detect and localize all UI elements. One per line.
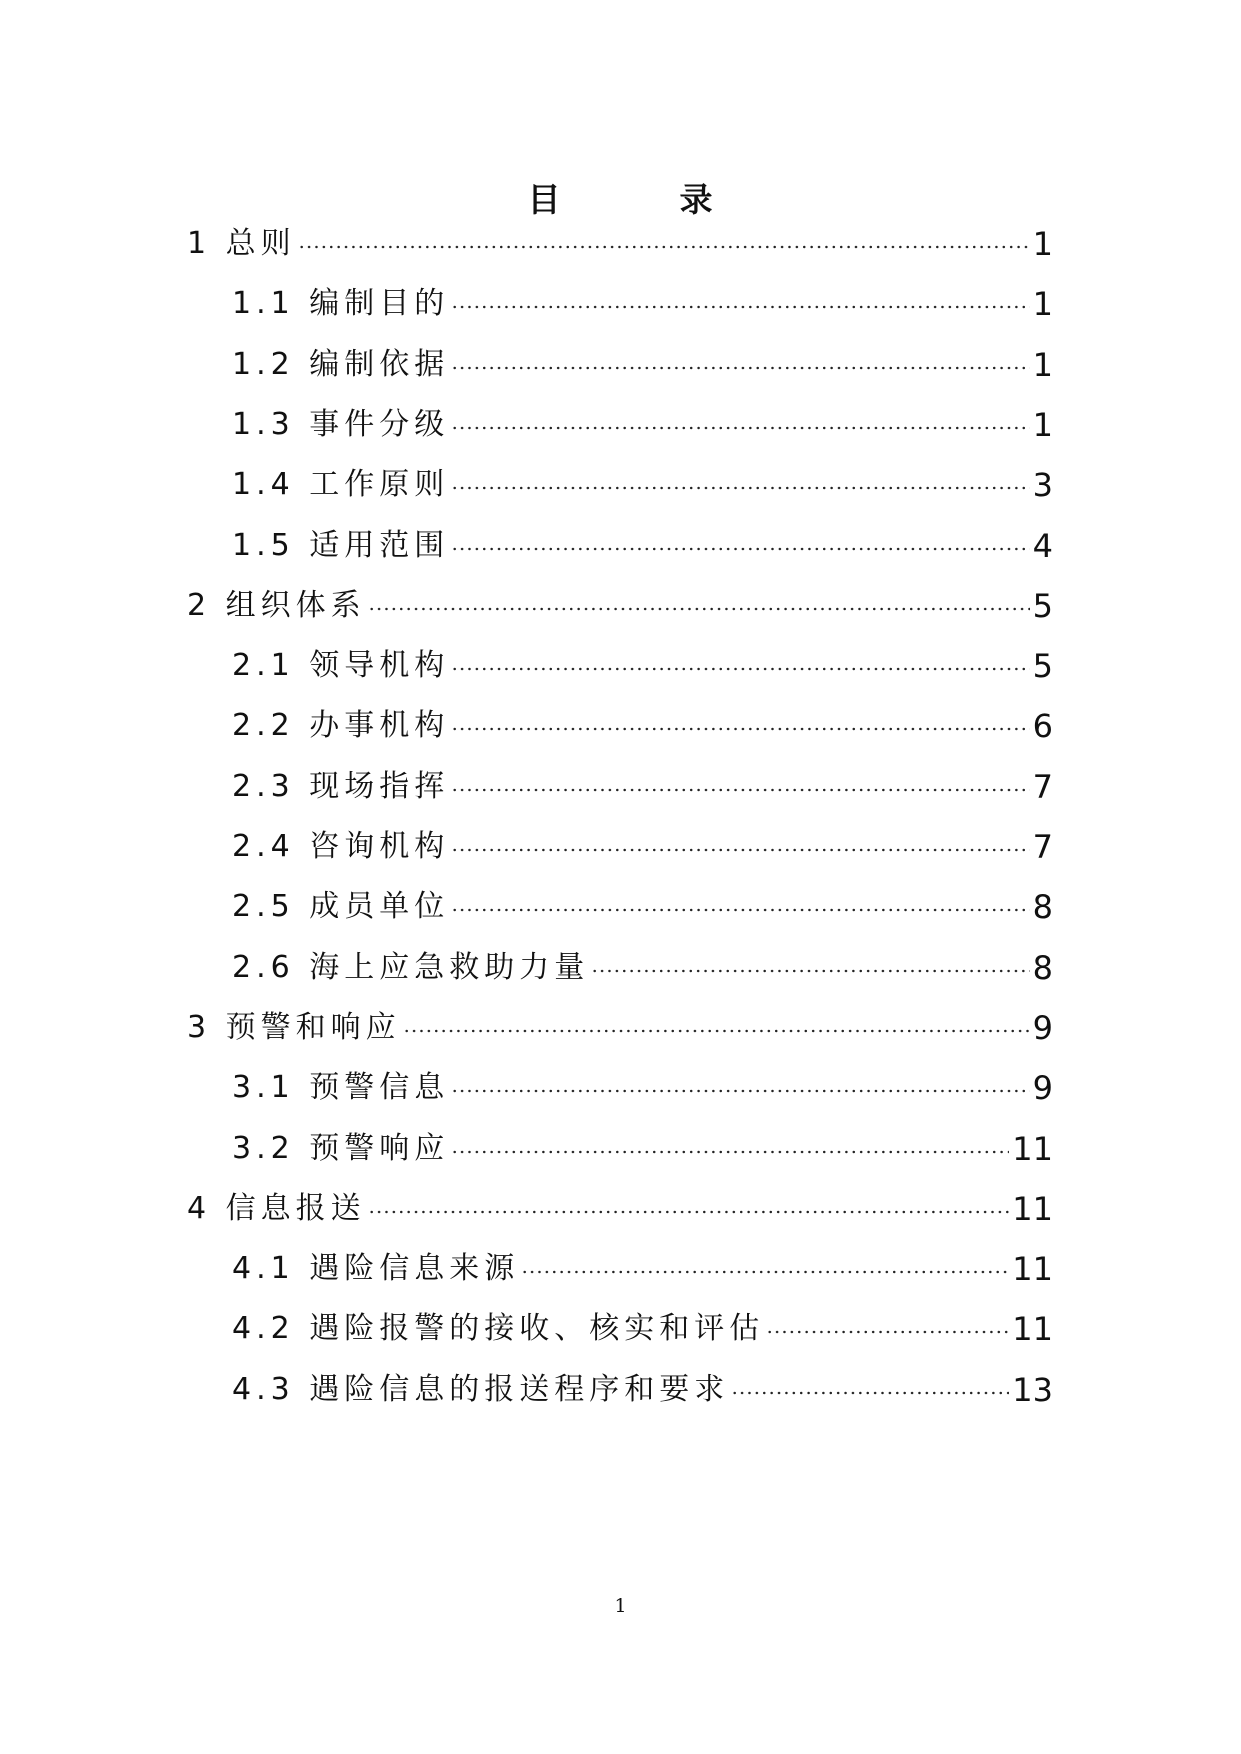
toc-entry[interactable] (232, 644, 1053, 688)
toc-entry-label: 4 信息报送 (187, 1191, 366, 1226)
toc-entry[interactable] (232, 946, 1053, 990)
toc-entry-label: 1.2 编制依据 (232, 347, 450, 382)
toc-entry[interactable] (232, 704, 1053, 748)
toc-entry-page: 8 (1032, 888, 1053, 926)
toc-leader-dots (451, 547, 1029, 551)
toc-entry[interactable] (232, 1368, 1053, 1412)
toc-entry[interactable] (232, 463, 1053, 507)
toc-entry-page: 9 (1032, 1009, 1053, 1047)
toc-entry-label: 1 总则 (187, 226, 296, 261)
toc-entry-page: 11 (1012, 1310, 1053, 1348)
toc-entry-page: 11 (1012, 1190, 1053, 1228)
toc-entry-label: 2 组织体系 (187, 588, 366, 623)
toc-entry-page: 4 (1032, 527, 1053, 565)
toc-entry-page: 8 (1032, 949, 1053, 987)
toc-entry[interactable] (232, 1127, 1053, 1171)
toc-entry-label: 4.3 遇险信息的报送程序和要求 (232, 1372, 730, 1407)
toc-entry[interactable] (232, 1247, 1053, 1291)
toc-entry-page: 11 (1012, 1130, 1053, 1168)
toc-entry-label: 1.3 事件分级 (232, 407, 450, 442)
toc-leader-dots (451, 667, 1029, 671)
toc-leader-dots (451, 366, 1029, 370)
toc-leader-dots (591, 969, 1029, 973)
toc-entry[interactable] (187, 1006, 1053, 1050)
toc-entry-page: 11 (1012, 1250, 1053, 1288)
toc-entry-page: 13 (1012, 1371, 1053, 1409)
toc-entry-label: 4.1 遇险信息来源 (232, 1251, 520, 1286)
toc-leader-dots (451, 426, 1029, 430)
toc-entry-page: 1 (1032, 346, 1053, 384)
toc-leader-dots (403, 1029, 1030, 1033)
toc-entry[interactable] (232, 885, 1053, 929)
toc-leader-dots (451, 1089, 1029, 1093)
toc-entry-label: 2.2 办事机构 (232, 708, 450, 743)
toc-leader-dots (298, 245, 1030, 249)
toc-entry[interactable] (187, 222, 1053, 266)
toc-entry-label: 2.1 领导机构 (232, 648, 450, 683)
toc-entry-label: 2.6 海上应急救助力量 (232, 950, 590, 985)
toc-leader-dots (451, 1150, 1009, 1154)
toc-entry-label: 4.2 遇险报警的接收、核实和评估 (232, 1311, 765, 1346)
toc-entry-page: 3 (1032, 466, 1053, 504)
toc-leader-dots (451, 788, 1029, 792)
toc-entry-label: 2.5 成员单位 (232, 889, 450, 924)
toc-entry[interactable] (232, 524, 1053, 568)
toc-leader-dots (368, 607, 1030, 611)
toc-entry-label: 1.1 编制目的 (232, 286, 450, 321)
toc-entry[interactable] (232, 343, 1053, 387)
toc-entry-label: 3.1 预警信息 (232, 1070, 450, 1105)
toc-leader-dots (368, 1210, 1010, 1214)
toc-entry-label: 2.3 现场指挥 (232, 769, 450, 804)
toc-entry-page: 6 (1032, 707, 1053, 745)
toc-leader-dots (731, 1391, 1009, 1395)
toc-leader-dots (521, 1270, 1009, 1274)
page-title-right: 录 (679, 180, 714, 220)
toc-entry-page: 1 (1032, 285, 1053, 323)
toc-entry-label: 1.4 工作原则 (232, 467, 450, 502)
toc-entry[interactable] (187, 584, 1053, 628)
toc-entry-label: 1.5 适用范围 (232, 528, 450, 563)
toc-entry-page: 1 (1032, 406, 1053, 444)
toc-entry-label: 2.4 咨询机构 (232, 829, 450, 864)
toc-entry-page: 5 (1032, 587, 1053, 625)
toc-entry[interactable] (232, 765, 1053, 809)
page-number: 1 (614, 1595, 627, 1617)
toc-entry-page: 1 (1032, 225, 1053, 263)
toc-entry-page: 7 (1032, 768, 1053, 806)
toc-entry[interactable] (232, 825, 1053, 869)
toc-entry[interactable] (232, 282, 1053, 326)
toc-leader-dots (766, 1330, 1009, 1334)
toc-entry[interactable] (232, 1066, 1053, 1110)
toc-entry-page: 9 (1032, 1069, 1053, 1107)
toc-entry-label: 3.2 预警响应 (232, 1131, 450, 1166)
toc-leader-dots (451, 727, 1029, 731)
toc-entry[interactable] (232, 1307, 1053, 1351)
toc-leader-dots (451, 486, 1029, 490)
toc-entry-page: 5 (1032, 647, 1053, 685)
toc-entry-page: 7 (1032, 828, 1053, 866)
page-title-left: 目 (527, 180, 562, 220)
toc-leader-dots (451, 848, 1029, 852)
toc-entry-label: 3 预警和响应 (187, 1010, 401, 1045)
toc-leader-dots (451, 305, 1029, 309)
toc-entry[interactable] (187, 1187, 1053, 1231)
toc-entry[interactable] (232, 403, 1053, 447)
page-title (0, 180, 1241, 220)
toc-leader-dots (451, 908, 1029, 912)
